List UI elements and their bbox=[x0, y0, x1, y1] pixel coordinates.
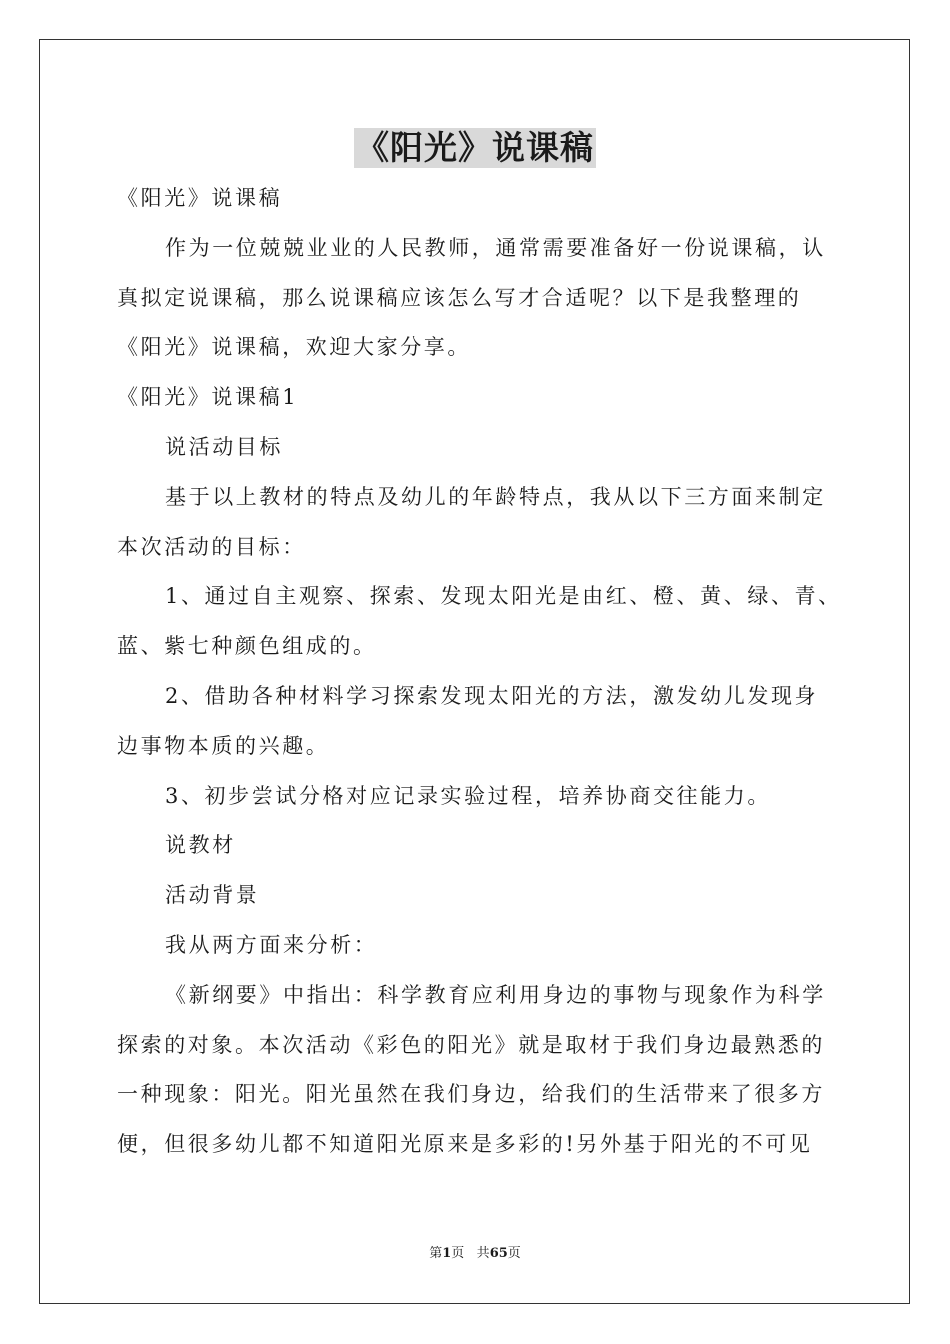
body-line: 边事物本质的兴趣。 bbox=[117, 734, 330, 758]
body-line: 探索的对象。本次活动《彩色的阳光》就是取材于我们身边最熟悉的 bbox=[117, 1033, 825, 1057]
footer-page-suffix: 页 bbox=[451, 1246, 465, 1261]
body-line: 3、初步尝试分格对应记录实验过程，培养协商交往能力。 bbox=[165, 784, 771, 808]
footer-total-prefix: 共 bbox=[476, 1246, 490, 1261]
body-line: 1、通过自主观察、探索、发现太阳光是由红、橙、黄、绿、青、 bbox=[165, 584, 842, 608]
body-line: 说活动目标 bbox=[165, 435, 283, 459]
body-line: 活动背景 bbox=[165, 883, 260, 907]
document-title: 《阳光》说课稿 bbox=[356, 128, 594, 167]
footer-page-number: 1 bbox=[442, 1246, 452, 1261]
body-line: 《新纲要》中指出：科学教育应利用身边的事物与现象作为科学 bbox=[165, 983, 826, 1007]
body-line: 《阳光》说课稿1 bbox=[117, 385, 299, 409]
body-line: 说教材 bbox=[165, 833, 236, 857]
footer-page-prefix: 第 bbox=[429, 1246, 443, 1261]
body-line: 便，但很多幼儿都不知道阳光原来是多彩的!另外基于阳光的不可见 bbox=[117, 1132, 813, 1156]
body-line: 《阳光》说课稿，欢迎大家分享。 bbox=[117, 335, 471, 359]
body-line: 《阳光》说课稿 bbox=[117, 186, 283, 210]
page-footer bbox=[0, 1245, 950, 1263]
body-line: 真拟定说课稿，那么说课稿应该怎么写才合适呢？以下是我整理的 bbox=[117, 286, 802, 310]
body-line: 我从两方面来分析： bbox=[165, 933, 378, 957]
body-line: 作为一位兢兢业业的人民教师，通常需要准备好一份说课稿，认 bbox=[165, 236, 826, 260]
body-line: 蓝、紫七种颜色组成的。 bbox=[117, 634, 377, 658]
footer-total-pages: 65 bbox=[489, 1246, 508, 1261]
body-line: 基于以上教材的特点及幼儿的年龄特点，我从以下三方面来制定 bbox=[165, 485, 826, 509]
footer-total-suffix: 页 bbox=[507, 1246, 521, 1261]
body-line: 一种现象：阳光。阳光虽然在我们身边，给我们的生活带来了很多方 bbox=[117, 1082, 825, 1106]
title-container bbox=[0, 128, 950, 168]
body-line: 2、借助各种材料学习探索发现太阳光的方法，激发幼儿发现身 bbox=[165, 684, 819, 708]
page-border bbox=[39, 39, 910, 1304]
body-line: 本次活动的目标： bbox=[117, 535, 306, 559]
